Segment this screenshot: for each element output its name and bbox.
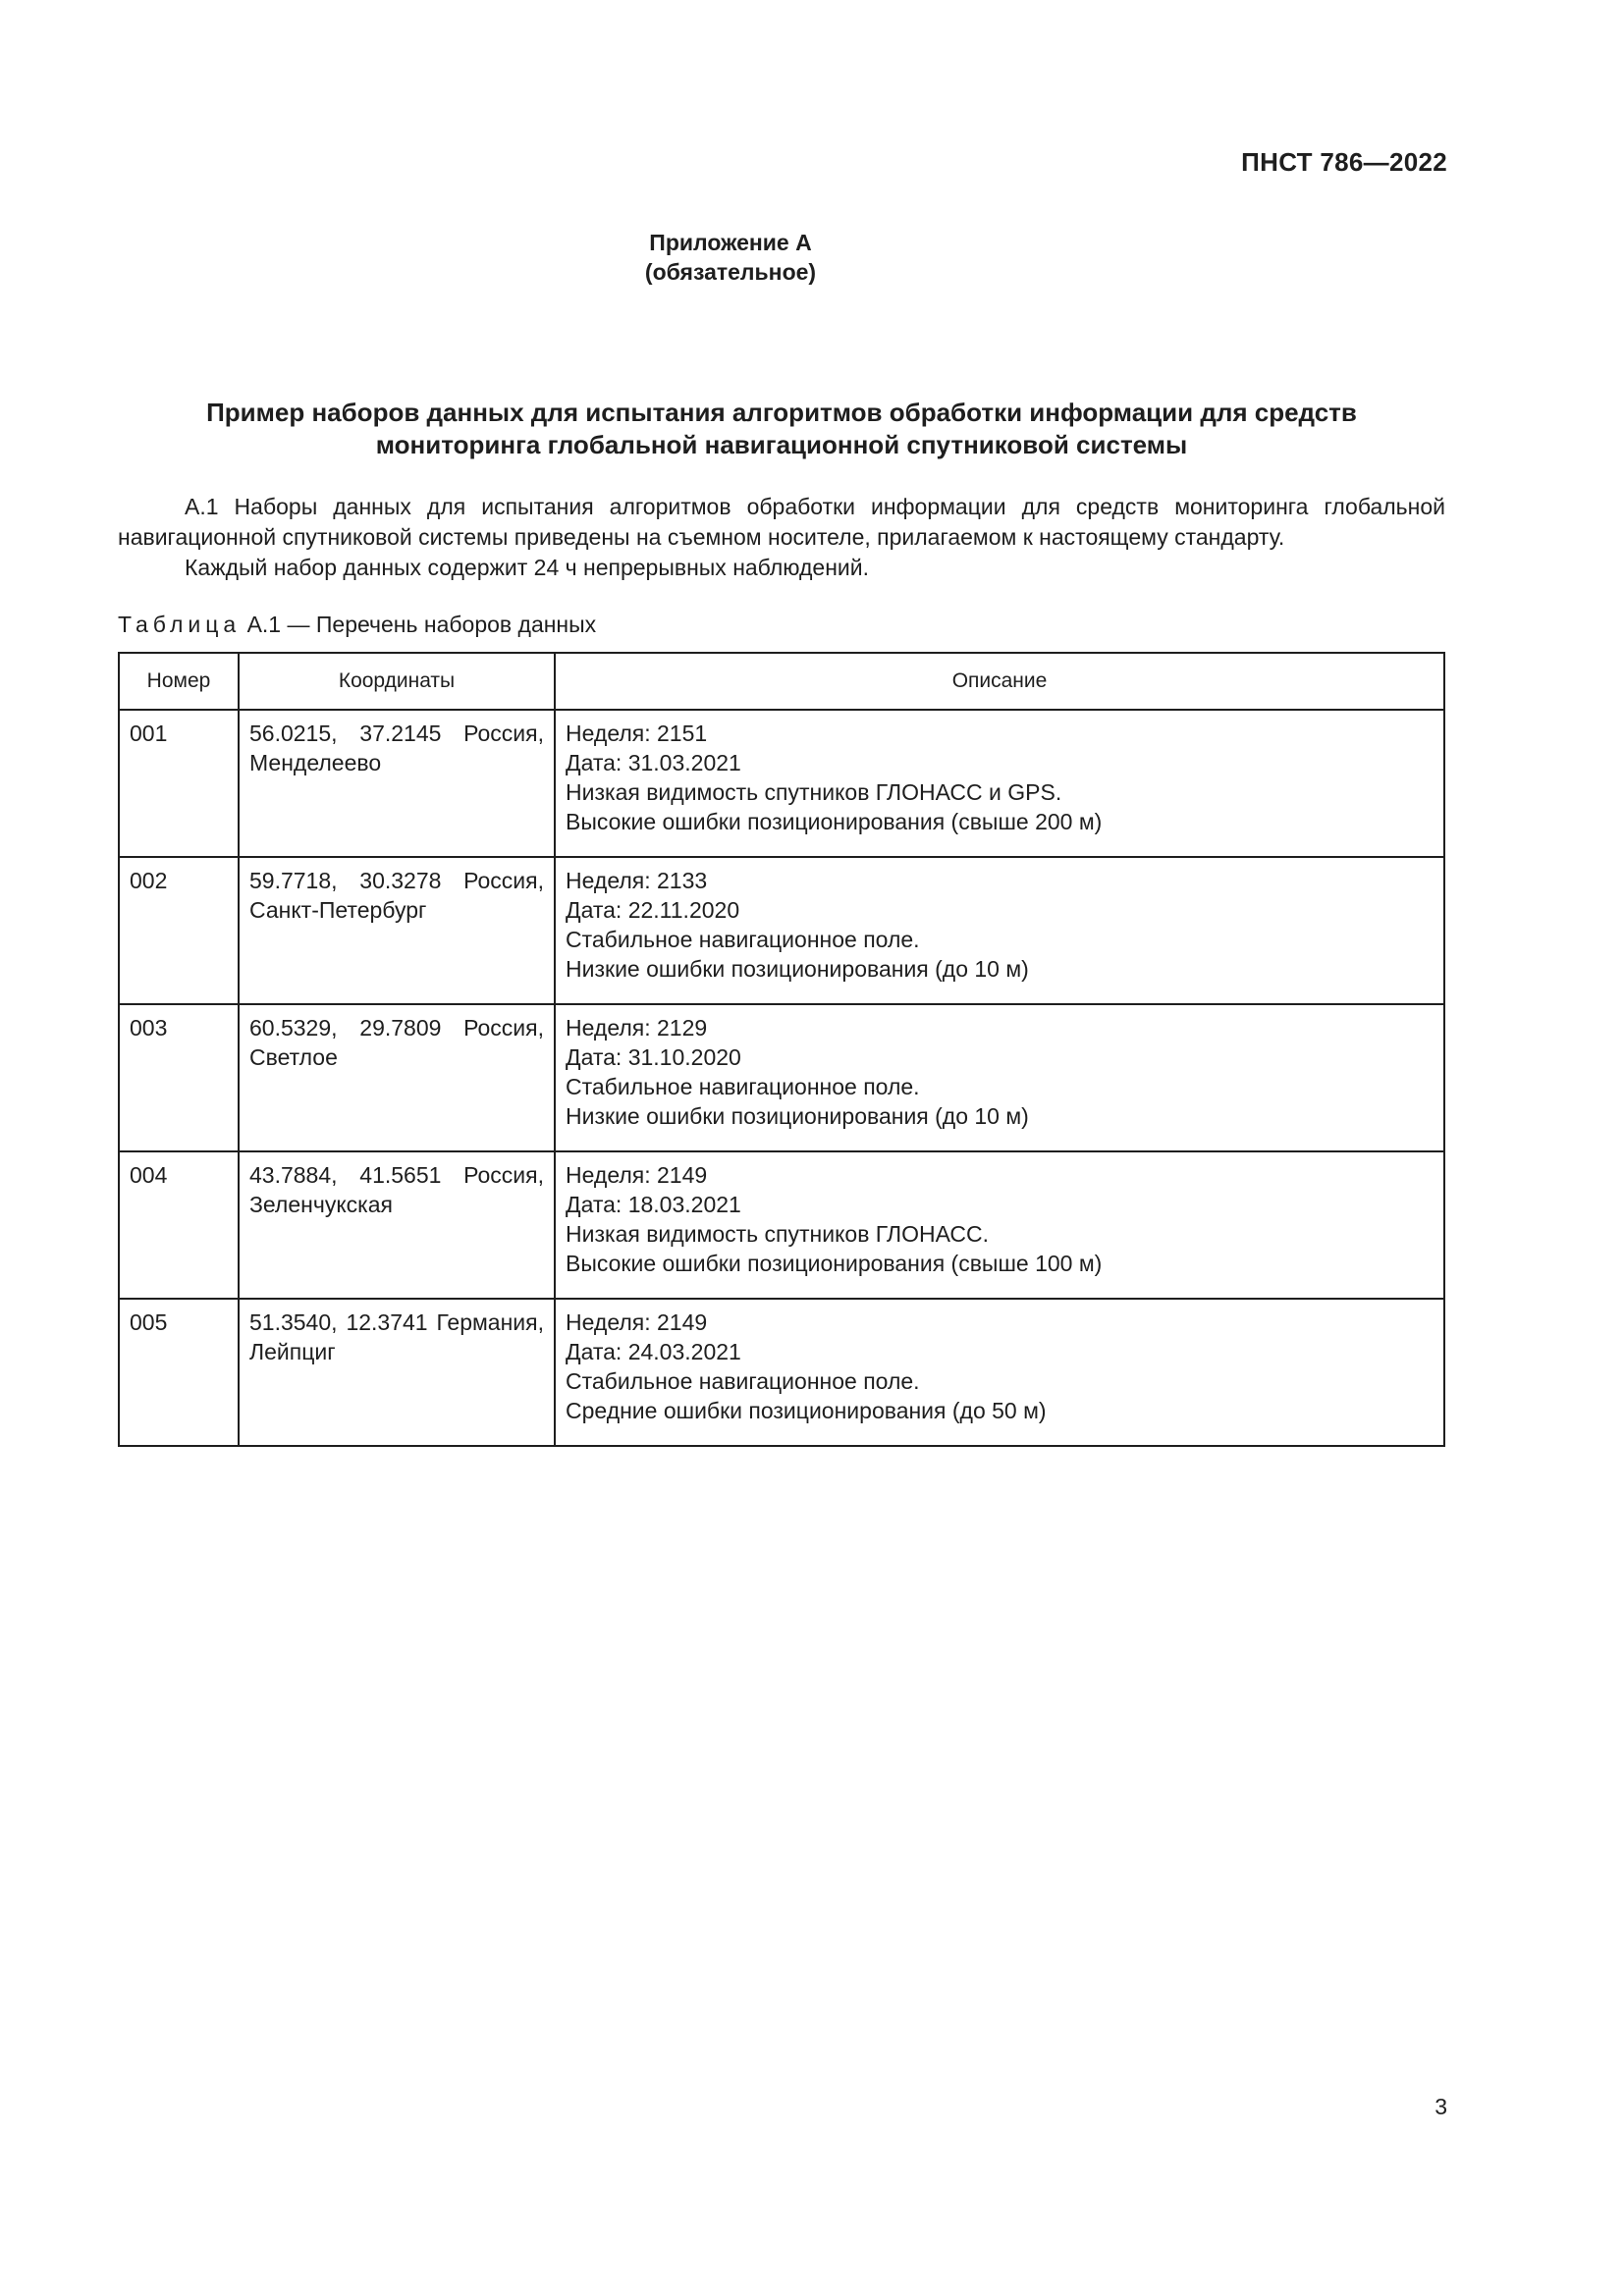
description-line: Высокие ошибки позиционирования (свыше 100 м) bbox=[566, 1251, 1103, 1276]
description-line: Неделя: 2133 bbox=[566, 868, 708, 893]
document-code: ПНСТ 786—2022 bbox=[1241, 147, 1447, 177]
description-line: Дата: 24.03.2021 bbox=[566, 1339, 741, 1364]
cell-coordinates: 59.7718, 30.3278 Россия, Санкт-Петербург bbox=[239, 857, 555, 1004]
description-line: Неделя: 2129 bbox=[566, 1015, 708, 1041]
table-row bbox=[119, 1004, 1444, 1151]
cell-number: 005 bbox=[119, 1299, 239, 1446]
table-row bbox=[119, 857, 1444, 1004]
table-caption-prefix: Таблица bbox=[118, 612, 242, 637]
description-line: Дата: 18.03.2021 bbox=[566, 1192, 741, 1217]
description-line: Стабильное навигационное поле. bbox=[566, 927, 920, 952]
description-line: Средние ошибки позиционирования (до 50 м) bbox=[566, 1398, 1047, 1423]
table-header-row bbox=[119, 653, 1444, 710]
cell-number: 004 bbox=[119, 1151, 239, 1299]
main-title-line-1: Пример наборов данных для испытания алгоритмов обработки информации для средств bbox=[206, 398, 1357, 427]
description-line: Дата: 22.11.2020 bbox=[566, 897, 740, 923]
description-line: Низкие ошибки позиционирования (до 10 м) bbox=[566, 956, 1029, 982]
paragraph-continuous-observations: Каждый набор данных содержит 24 ч непрерывных наблюдений. bbox=[185, 555, 869, 580]
cell-description bbox=[555, 1151, 1444, 1299]
description-line: Высокие ошибки позиционирования (свыше 200 м) bbox=[566, 809, 1103, 834]
table-caption bbox=[118, 610, 596, 639]
description-line: Стабильное навигационное поле. bbox=[566, 1074, 920, 1099]
description-line: Низкая видимость спутников ГЛОНАСС и GPS. bbox=[566, 779, 1062, 805]
description-line: Низкая видимость спутников ГЛОНАСС. bbox=[566, 1221, 990, 1247]
table-row bbox=[119, 1299, 1444, 1446]
description-line: Неделя: 2151 bbox=[566, 721, 708, 746]
table-row bbox=[119, 710, 1444, 857]
main-title bbox=[118, 397, 1445, 461]
description-line: Дата: 31.03.2021 bbox=[566, 750, 741, 775]
header-description: Описание bbox=[555, 653, 1444, 710]
cell-number: 002 bbox=[119, 857, 239, 1004]
table-row bbox=[119, 1151, 1444, 1299]
description-line: Стабильное навигационное поле. bbox=[566, 1368, 920, 1394]
cell-coordinates: 43.7884, 41.5651 Россия, Зеленчукская bbox=[239, 1151, 555, 1299]
cell-description bbox=[555, 710, 1444, 857]
appendix-heading bbox=[0, 228, 1624, 287]
header-number: Номер bbox=[119, 653, 239, 710]
table-caption-text: А.1 — Перечень наборов данных bbox=[246, 612, 597, 637]
cell-coordinates: 60.5329, 29.7809 Россия, Светлое bbox=[239, 1004, 555, 1151]
cell-description bbox=[555, 1299, 1444, 1446]
cell-coordinates: 56.0215, 37.2145 Россия, Менделеево bbox=[239, 710, 555, 857]
header-coordinates: Координаты bbox=[239, 653, 555, 710]
cell-description bbox=[555, 1004, 1444, 1151]
cell-number: 003 bbox=[119, 1004, 239, 1151]
description-line: Неделя: 2149 bbox=[566, 1309, 708, 1335]
paragraph-a1: А.1 Наборы данных для испытания алгоритмов обработки информации для средств мониторинга глобальной навигационной спутниковой системы приведены на съемном носителе, прилагаемом к настоящему стандарту. bbox=[118, 494, 1445, 550]
description-line: Низкие ошибки позиционирования (до 10 м) bbox=[566, 1103, 1029, 1129]
page-number: 3 bbox=[1435, 2094, 1447, 2119]
cell-coordinates: 51.3540, 12.3741 Германия, Лейпциг bbox=[239, 1299, 555, 1446]
cell-number: 001 bbox=[119, 710, 239, 857]
cell-description bbox=[555, 857, 1444, 1004]
description-line: Дата: 31.10.2020 bbox=[566, 1044, 741, 1070]
appendix-status: (обязательное) bbox=[644, 259, 817, 285]
main-title-line-2: мониторинга глобальной навигационной спутниковой системы bbox=[375, 430, 1188, 459]
appendix-title: Приложение А bbox=[649, 230, 812, 255]
description-line: Неделя: 2149 bbox=[566, 1162, 708, 1188]
datasets-table bbox=[118, 652, 1445, 1447]
